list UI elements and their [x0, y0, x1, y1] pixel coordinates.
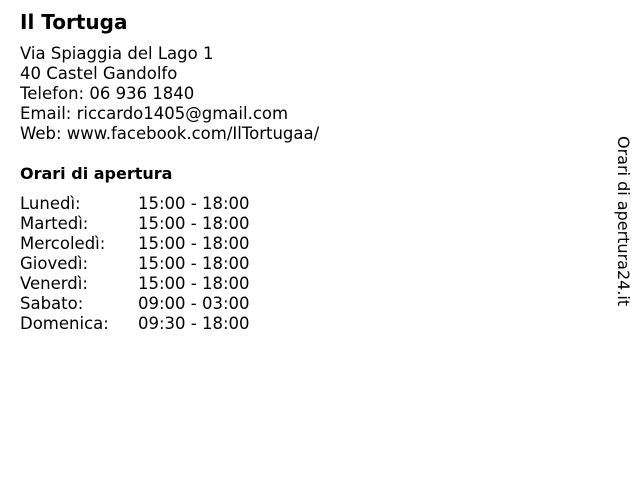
day-label: Mercoledì: — [20, 234, 106, 253]
day-label: Venerdì: — [20, 274, 88, 293]
time-range: 09:00 - 03:00 — [138, 294, 250, 313]
hours-row — [20, 194, 278, 214]
address-street: Via Spiaggia del Lago 1 — [20, 44, 214, 63]
hours-row — [20, 274, 278, 294]
web-line: Web: www.facebook.com/IlTortugaa/ — [20, 124, 320, 143]
time-range: 15:00 - 18:00 — [138, 274, 250, 293]
hours-table — [20, 194, 278, 334]
hours-row — [20, 314, 278, 334]
phone-line: Telefon: 06 936 1840 — [20, 84, 195, 103]
watermark-text: Orari di apertura24.it — [614, 136, 633, 307]
time-range: 09:30 - 18:00 — [138, 314, 250, 333]
time-range: 15:00 - 18:00 — [138, 194, 250, 213]
business-name: Il Tortuga — [20, 10, 128, 34]
hours-title: Orari di apertura — [20, 164, 173, 183]
time-range: 15:00 - 18:00 — [138, 214, 250, 233]
time-range: 15:00 - 18:00 — [138, 254, 250, 273]
hours-row — [20, 214, 278, 234]
hours-row — [20, 234, 278, 254]
day-label: Martedì: — [20, 214, 89, 233]
time-range: 15:00 - 18:00 — [138, 234, 250, 253]
hours-row — [20, 254, 278, 274]
email-line: Email: riccardo1405@gmail.com — [20, 104, 289, 123]
day-label: Domenica: — [20, 314, 109, 333]
address-city: 40 Castel Gandolfo — [20, 64, 178, 83]
day-label: Giovedì: — [20, 254, 88, 273]
day-label: Lunedì: — [20, 194, 81, 213]
contact-info — [20, 44, 319, 144]
hours-row — [20, 294, 278, 314]
day-label: Sabato: — [20, 294, 84, 313]
